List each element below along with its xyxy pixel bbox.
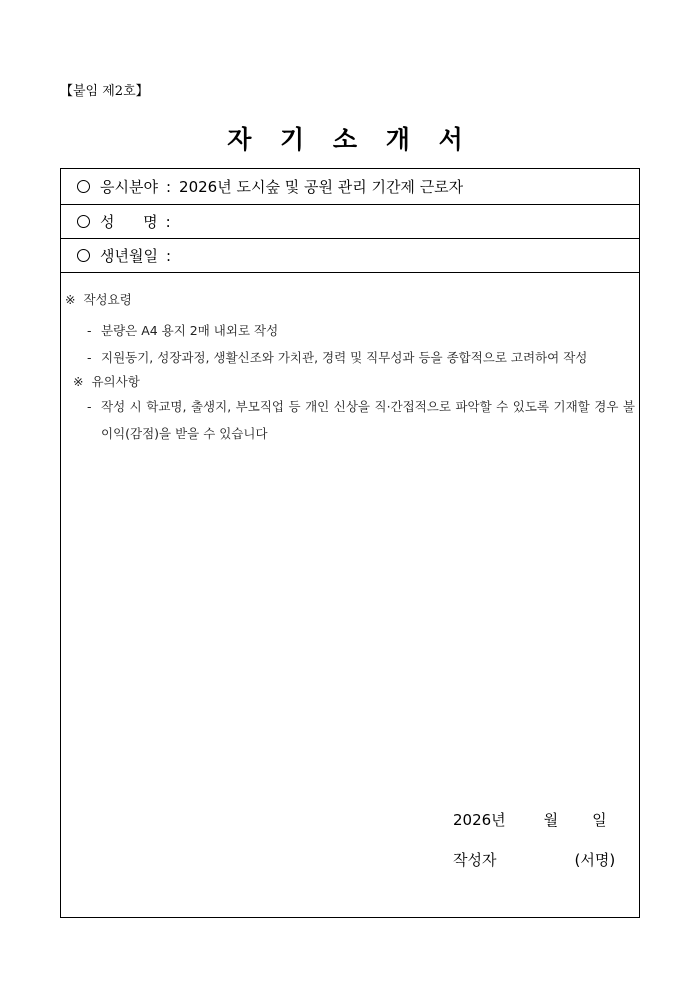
reference-mark-icon: ※ bbox=[65, 292, 76, 307]
birth-label: 생년월일 bbox=[100, 247, 158, 265]
notes-heading bbox=[65, 371, 635, 393]
circle-bullet-icon bbox=[77, 249, 90, 262]
circle-bullet-icon bbox=[77, 180, 90, 193]
attachment-label: 【붙임 제2호】 bbox=[60, 84, 149, 99]
sign-day: 일 bbox=[592, 811, 607, 829]
colon: : bbox=[165, 212, 171, 231]
sign-label: (서명) bbox=[574, 851, 616, 869]
field-value[interactable]: 2026년 도시숲 및 공원 관리 기간제 근로자 bbox=[179, 178, 464, 196]
guide-item bbox=[65, 393, 635, 447]
notes-title: 유의사항 bbox=[91, 374, 140, 389]
guide-item bbox=[65, 344, 635, 371]
guide-item-text: 분량은 A4 용지 2매 내외로 작성 bbox=[101, 323, 279, 338]
birth-row bbox=[61, 239, 639, 273]
colon: : bbox=[165, 246, 172, 265]
sign-month: 월 bbox=[543, 811, 559, 829]
sign-year: 2026년 bbox=[453, 811, 506, 829]
signature-date bbox=[453, 809, 607, 830]
dash-bullet: - bbox=[87, 323, 92, 338]
name-label: 성 명 bbox=[100, 213, 158, 231]
circle-bullet-icon bbox=[77, 215, 90, 228]
self-introduction-form bbox=[60, 168, 640, 918]
guide-item bbox=[65, 317, 635, 344]
writing-guide-title: 작성요령 bbox=[83, 292, 132, 307]
reference-mark-icon: ※ bbox=[73, 374, 84, 389]
document-title: 자 기 소 개 서 bbox=[227, 125, 473, 154]
field-label: 응시분야 bbox=[100, 178, 158, 196]
guide-item-text: 지원동기, 성장과정, 생활신조와 가치관, 경력 및 직무성과 등을 종합적으로 고려하여 작성 bbox=[101, 350, 588, 365]
name-row bbox=[61, 205, 639, 239]
guide-item-text: 작성 시 학교명, 출생지, 부모직업 등 개인 신상을 직·간접적으로 파악할 수 있도록 기재할 경우 불이익(감점)을 받을 수 있습니다 bbox=[101, 399, 635, 441]
writer-label: 작성자 bbox=[453, 851, 497, 869]
dash-bullet: - bbox=[87, 350, 92, 365]
field-row bbox=[61, 169, 639, 205]
colon: : bbox=[165, 177, 172, 196]
writing-guide-heading bbox=[65, 289, 635, 311]
writing-guide bbox=[65, 289, 635, 447]
dash-bullet: - bbox=[87, 399, 92, 414]
signature-writer bbox=[453, 849, 615, 870]
